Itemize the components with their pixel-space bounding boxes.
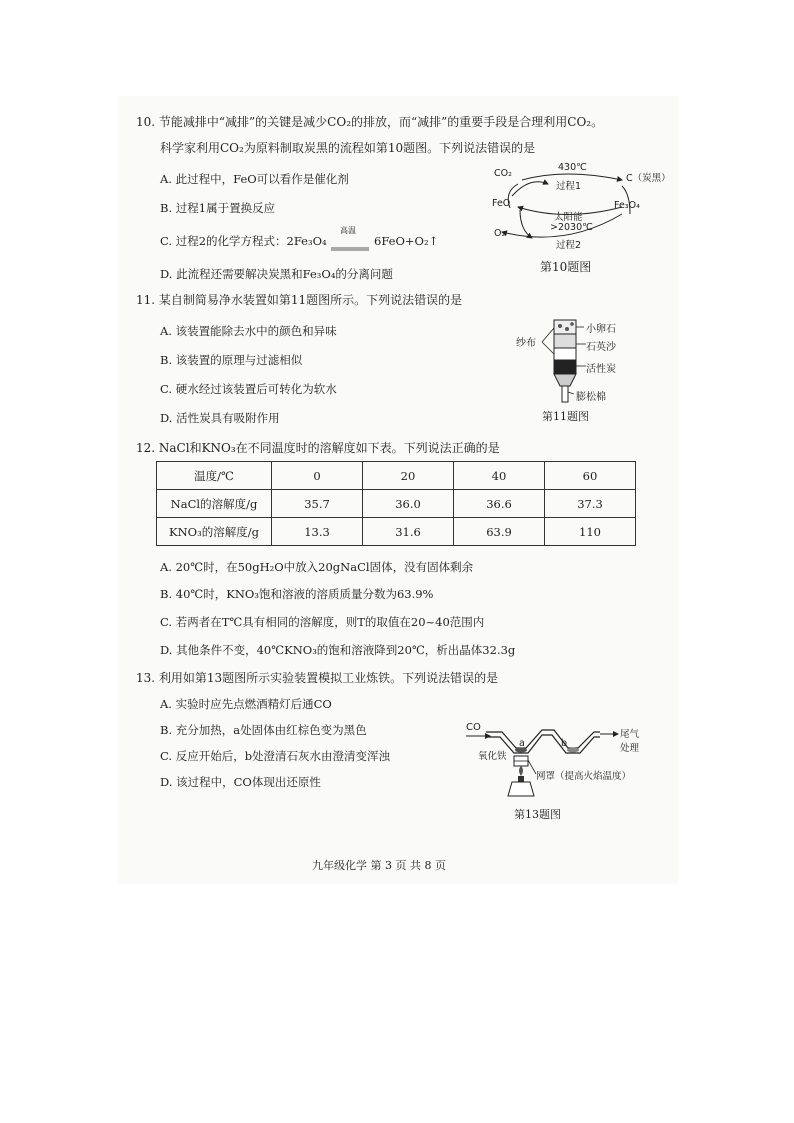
q10-equation-condition: 高温 (340, 226, 356, 235)
table-cell: 13.3 (272, 518, 363, 546)
q13-option-c: C. 反应开始后，b处澄清石灰水由澄清变浑浊 (160, 749, 391, 763)
q10-equation-arrow (330, 236, 370, 240)
table-cell: 37.3 (545, 490, 636, 518)
q11-stem: 11. 某自制简易净水装置如第11题图所示。下列说法错误的是 (136, 293, 463, 307)
q13-co-label: CO (466, 722, 481, 733)
q10-fe3o4-label: Fe₃O₄ (614, 200, 640, 211)
q10-temp1-label: 430℃ (558, 162, 587, 173)
q13-a-label: a (519, 738, 525, 749)
q13-tail-gas-label: 尾气 (620, 729, 640, 740)
q13-figure-caption: 第13题图 (514, 808, 561, 821)
q10-solar-label: 太阳能 (554, 212, 583, 223)
table-header-cell: 60 (545, 462, 636, 490)
q11-option-d: D. 活性炭具有吸附作用 (160, 411, 280, 425)
q12-option-a: A. 20℃时，在50gH₂O中放入20gNaCl固体，没有固体剩余 (160, 560, 474, 574)
q12-option-d: D. 其他条件不变，40℃KNO₃的饱和溶液降到20℃，析出晶体32.3g (160, 643, 516, 657)
q13-stem: 13. 利用如第13题图所示实验装置模拟工业炼铁。下列说法错误的是 (136, 671, 499, 685)
q10-o2-label: O₂ (494, 228, 506, 239)
q13-option-a: A. 实验时应先点燃酒精灯后通CO (160, 697, 332, 711)
q10-option-c: C. 过程2的化学方程式：2Fe₃O₄ (160, 234, 327, 248)
table-cell: KNO₃的溶解度/g (157, 518, 272, 546)
q10-feo-label: FeO (492, 198, 511, 209)
q13-tail-treatment-label: 处理 (620, 743, 640, 754)
table-cell: NaCl的溶解度/g (157, 490, 272, 518)
table-header-row (157, 462, 636, 490)
q13-iron-oxide-label: 氧化铁 (478, 751, 507, 762)
q13-option-b: B. 充分加热，a处固体由红棕色变为黑色 (160, 723, 367, 737)
q11-cotton-label: 膨松棉 (576, 392, 606, 403)
table-cell: 31.6 (363, 518, 454, 546)
page-footer: 九年级化学 第 3 页 共 8 页 (312, 859, 446, 872)
q10-option-d: D. 此流程还需要解决炭黑和Fe₃O₄的分离问题 (160, 267, 393, 281)
q10-equation-products: 6FeO+O₂↑ (374, 234, 439, 248)
table-header-cell: 40 (454, 462, 545, 490)
q11-quartz-label: 石英沙 (586, 342, 616, 353)
q10-stem-line2: 科学家利用CO₂为原料制取炭黑的流程如第10题图。下列说法错误的是 (160, 141, 536, 155)
table-cell: 63.9 (454, 518, 545, 546)
q11-option-b: B. 该装置的原理与过滤相似 (160, 353, 303, 367)
q11-figure-caption: 第11题图 (542, 410, 589, 423)
q13-option-d: D. 该过程中，CO体现出还原性 (160, 775, 321, 789)
table-cell: 35.7 (272, 490, 363, 518)
q10-stem-line1: 10. 节能减排中“减排”的关键是减少CO₂的排放，而“减排”的重要手段是合理利用CO₂。 (136, 115, 604, 129)
q10-carbon-label: C（炭黑） (626, 173, 671, 184)
q10-option-a: A. 此过程中，FeO可以看作是催化剂 (160, 172, 349, 186)
table-row (157, 518, 636, 546)
q10-co2-label: CO₂ (494, 168, 512, 179)
table-header-cell: 温度/℃ (157, 462, 272, 490)
q11-carbon-label: 活性炭 (586, 364, 616, 375)
q10-option-b: B. 过程1属于置换反应 (160, 201, 276, 215)
q12-option-b: B. 40℃时，KNO₃饱和溶液的溶质质量分数为63.9% (160, 587, 434, 601)
solubility-table (156, 461, 636, 546)
q11-figure (514, 318, 654, 426)
table-cell: 36.6 (454, 490, 545, 518)
q13-b-label: b (561, 738, 568, 749)
q11-pebble-label: 小卵石 (586, 324, 616, 335)
table-cell: 36.0 (363, 490, 454, 518)
q12-option-c: C. 若两者在T℃具有相同的溶解度，则T的取值在20~40范围内 (160, 615, 485, 629)
table-cell: 110 (545, 518, 636, 546)
q12-stem: 12. NaCl和KNO₃在不同温度时的溶解度如下表。下列说法正确的是 (136, 441, 500, 455)
q10-temp2-label: >2030℃ (550, 222, 593, 233)
q10-figure-caption: 第10题图 (540, 260, 592, 274)
q10-figure (490, 162, 680, 274)
table-row (157, 490, 636, 518)
q10-process1-label: 过程1 (556, 181, 582, 192)
table-header-cell: 20 (363, 462, 454, 490)
q11-option-a: A. 该装置能除去水中的颜色和异味 (160, 324, 337, 338)
q13-figure (462, 722, 682, 822)
q11-gauze-label: 纱布 (516, 338, 536, 349)
q10-process2-label: 过程2 (556, 240, 582, 251)
q13-mesh-label: 网罩（提高火焰温度） (536, 771, 632, 782)
q11-option-c: C. 硬水经过该装置后可转化为软水 (160, 382, 337, 396)
table-header-cell: 0 (272, 462, 363, 490)
